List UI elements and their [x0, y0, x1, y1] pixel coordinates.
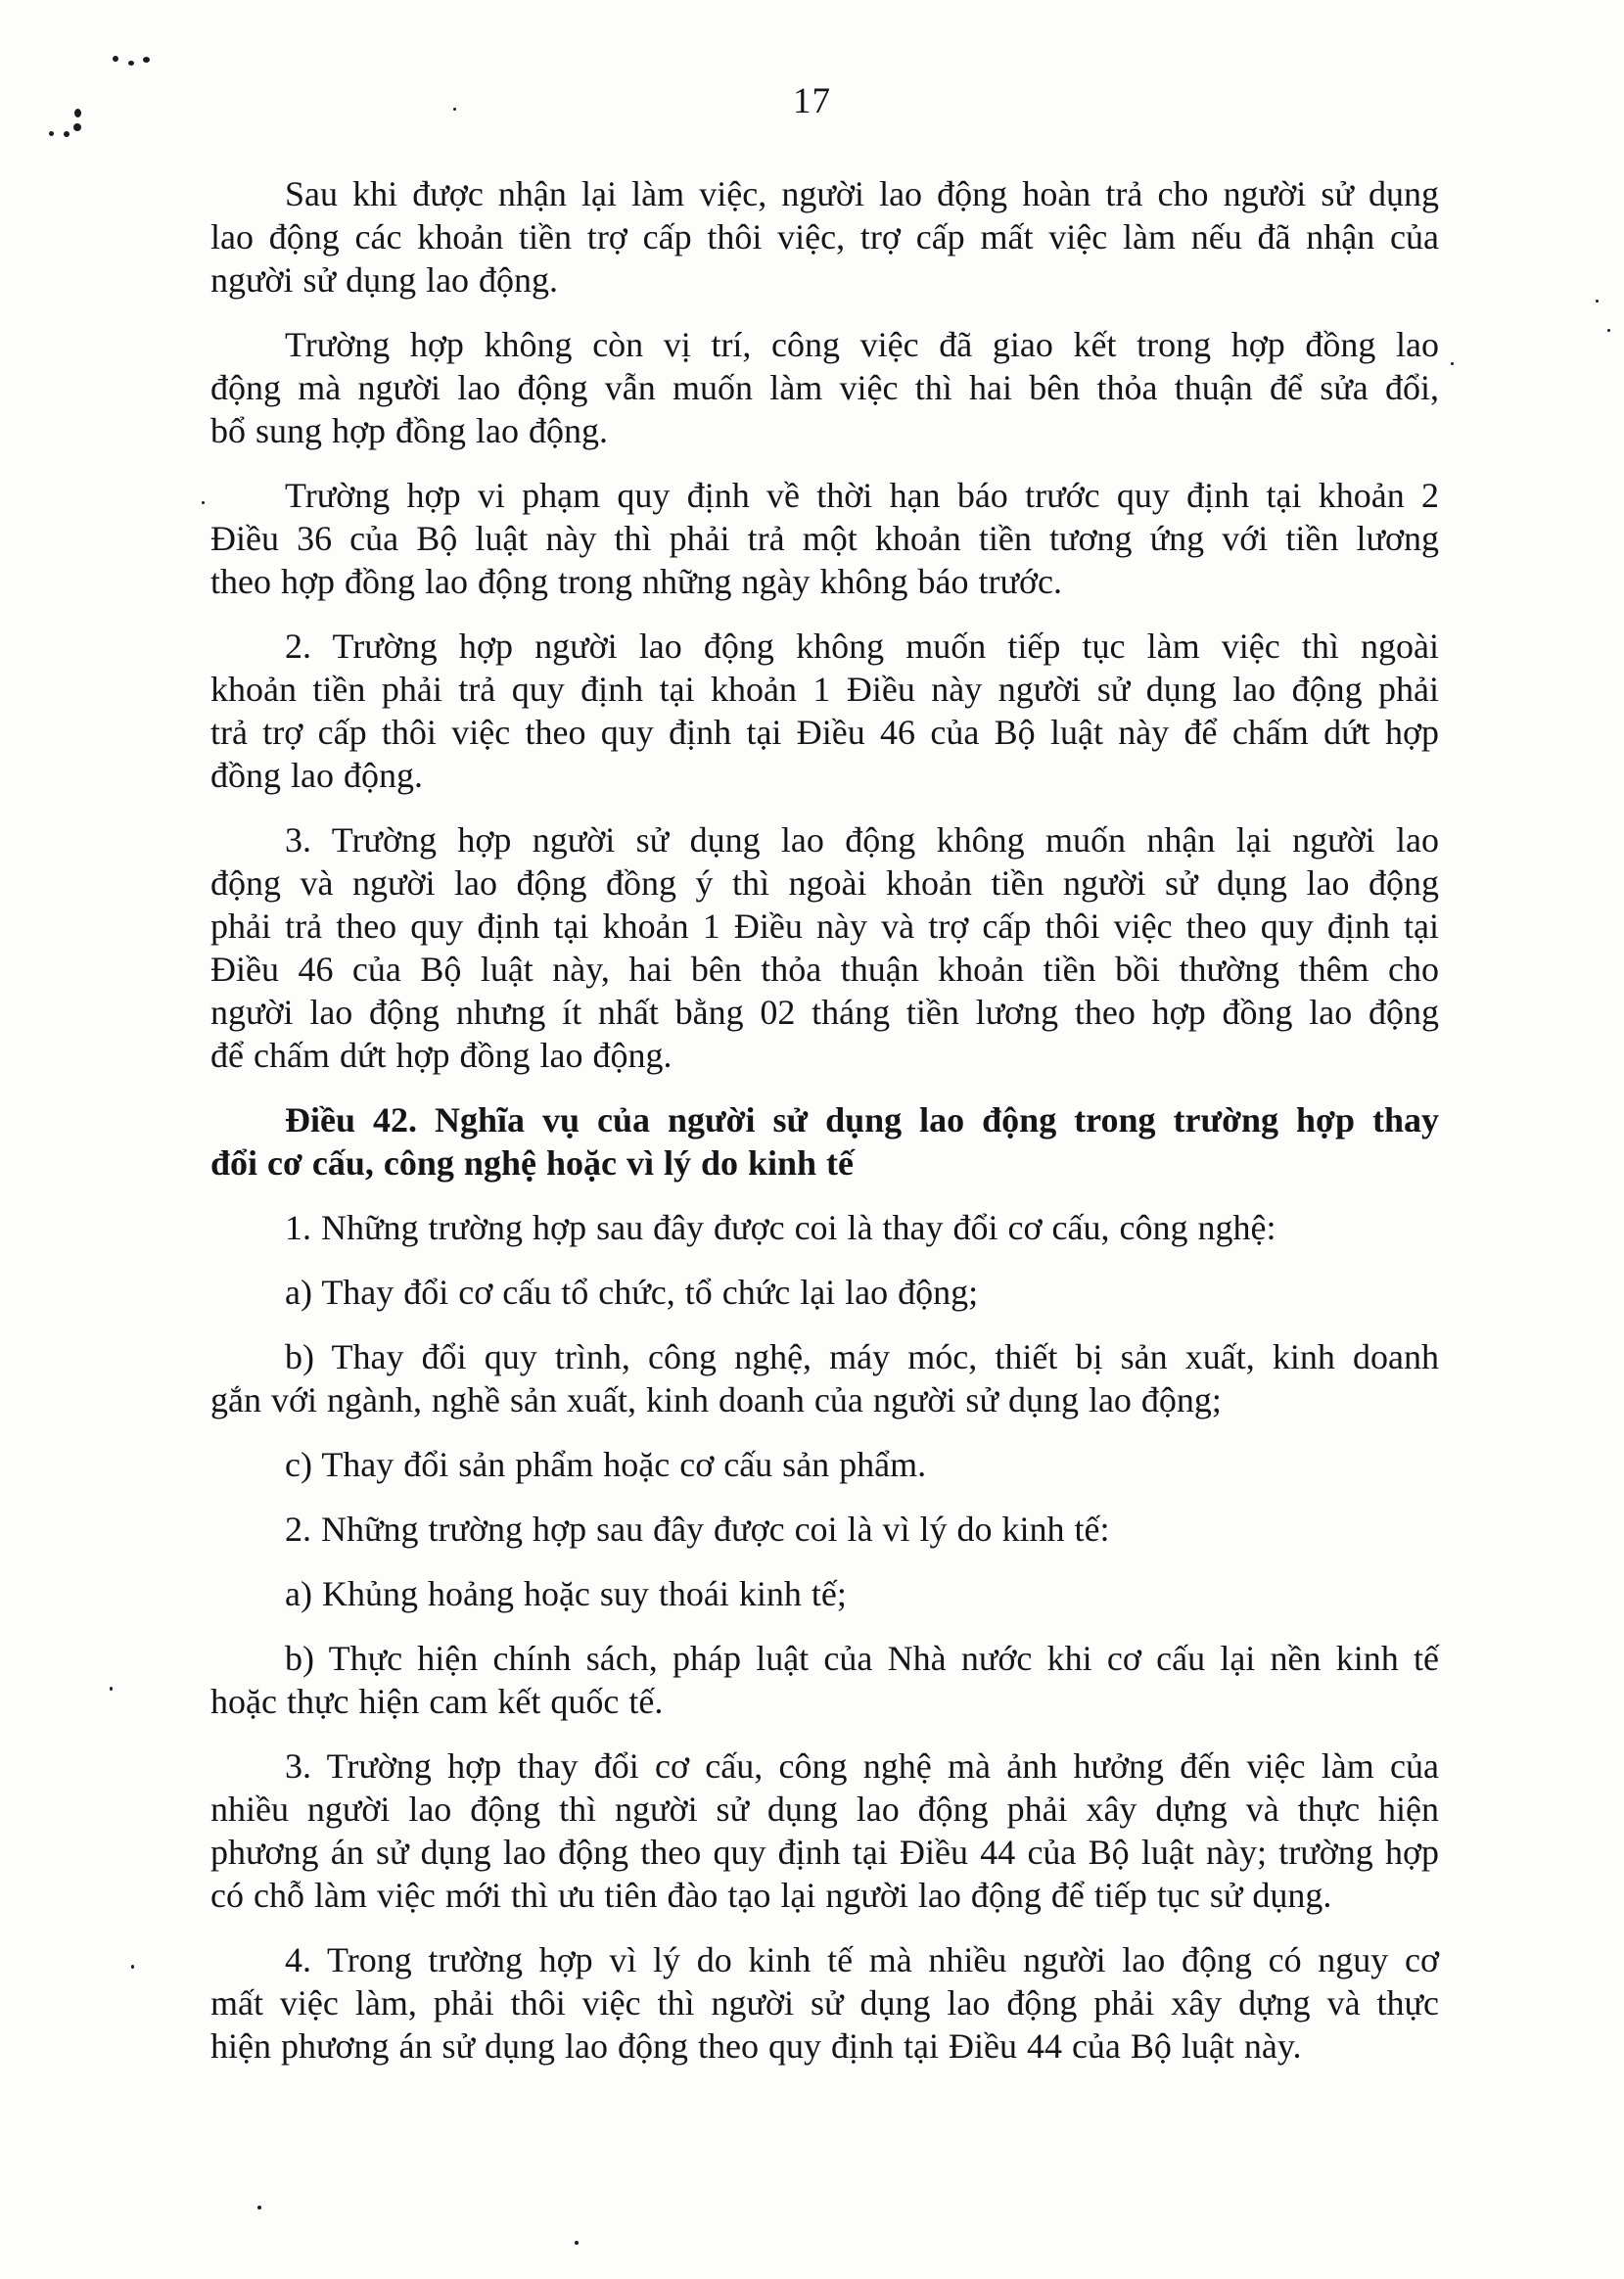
body-paragraph — [210, 1335, 1439, 1421]
text-line: Trường hợp vi phạm quy định về thời hạn báo trước quy định tại khoản 2 — [285, 476, 1439, 515]
page-number: 17 — [793, 81, 831, 121]
body-paragraph — [210, 1508, 1439, 1551]
body-paragraph — [210, 323, 1439, 452]
text-line: mất việc làm, phải thôi việc thì người sử dụng lao động phải xây dựng và thực — [210, 1983, 1439, 2023]
text-line: nhiều người lao động thì người sử dụng lao động phải xây dựng và thực hiện — [210, 1790, 1439, 1829]
text-line: a) Thay đổi cơ cấu tổ chức, tổ chức lại lao động; — [285, 1273, 979, 1312]
body-paragraph — [210, 818, 1439, 1077]
body-paragraph — [210, 172, 1439, 302]
body-paragraph — [210, 1744, 1439, 1917]
body-paragraph — [210, 1637, 1439, 1723]
text-line: khoản tiền phải trả quy định tại khoản 1 Điều này người sử dụng lao động phải — [210, 670, 1439, 709]
text-line: phương án sử dụng lao động theo quy định tại Điều 44 của Bộ luật này; trường hợp — [210, 1833, 1439, 1872]
article-heading — [210, 1098, 1439, 1185]
text-line: Sau khi được nhận lại làm việc, người lao động hoàn trả cho người sử dụng — [285, 174, 1439, 213]
text-line: 4. Trong trường hợp vì lý do kinh tế mà nhiều người lao động có nguy cơ — [285, 1940, 1439, 1979]
text-line: Điều 36 của Bộ luật này thì phải trả một khoản tiền tương ứng với tiền lương — [210, 519, 1439, 558]
scan-speck — [64, 131, 70, 137]
text-line: bổ sung hợp đồng lao động. — [210, 411, 609, 450]
scan-speck — [202, 501, 205, 504]
text-line: 1. Những trường hợp sau đây được coi là thay đổi cơ cấu, công nghệ: — [285, 1208, 1276, 1247]
text-line: b) Thực hiện chính sách, pháp luật của Nhà nước khi cơ cấu lại nền kinh tế — [285, 1639, 1439, 1678]
document-body — [210, 172, 1439, 2089]
text-line: hiện phương án sử dụng lao động theo quy định tại Điều 44 của Bộ luật này. — [210, 2026, 1302, 2066]
body-paragraph — [210, 474, 1439, 603]
text-line: a) Khủng hoảng hoặc suy thoái kinh tế; — [285, 1574, 847, 1613]
text-line: Điều 46 của Bộ luật này, hai bên thỏa thuận khoản tiền bồi thường thêm cho — [210, 950, 1439, 989]
text-line: Trường hợp không còn vị trí, công việc đã giao kết trong hợp đồng lao — [285, 325, 1439, 364]
scan-speck — [575, 2241, 579, 2245]
text-line: có chỗ làm việc mới thì ưu tiên đào tạo lại người lao động để tiếp tục sử dụng. — [210, 1876, 1332, 1915]
text-line: để chấm dứt hợp đồng lao động. — [210, 1036, 673, 1075]
body-paragraph — [210, 1443, 1439, 1486]
text-line: 3. Trường hợp người sử dụng lao động không muốn nhận lại người lao — [285, 820, 1439, 860]
text-line: trả trợ cấp thôi việc theo quy định tại Điều 46 của Bộ luật này để chấm dứt hợp — [210, 713, 1439, 752]
text-line: 2. Những trường hợp sau đây được coi là vì lý do kinh tế: — [285, 1510, 1110, 1549]
body-paragraph — [210, 1938, 1439, 2068]
text-line: Điều 42. Nghĩa vụ của người sử dụng lao động trong trường hợp thay — [285, 1100, 1439, 1140]
scan-speck — [1607, 329, 1610, 332]
text-line: b) Thay đổi quy trình, công nghệ, máy móc, thiết bị sản xuất, kinh doanh — [285, 1337, 1439, 1376]
scan-speck — [113, 56, 118, 62]
scan-speck — [131, 1965, 134, 1969]
scan-speck — [110, 1687, 113, 1691]
text-line: lao động các khoản tiền trợ cấp thôi việc, trợ cấp mất việc làm nếu đã nhận của — [210, 217, 1439, 256]
text-line: người sử dụng lao động. — [210, 260, 559, 300]
scan-speck — [49, 131, 54, 136]
text-line: 2. Trường hợp người lao động không muốn tiếp tục làm việc thì ngoài — [285, 627, 1439, 666]
text-line: phải trả theo quy định tại khoản 1 Điều này và trợ cấp thôi việc theo quy định tại — [210, 907, 1439, 946]
text-line: người lao động nhưng ít nhất bằng 02 tháng tiền lương theo hợp đồng lao động — [210, 993, 1439, 1032]
text-line: gắn với ngành, nghề sản xuất, kinh doanh của người sử dụng lao động; — [210, 1380, 1222, 1419]
body-paragraph — [210, 1572, 1439, 1615]
text-line: động mà người lao động vẫn muốn làm việc thì hai bên thỏa thuận để sửa đổi, — [210, 368, 1439, 407]
text-line: đồng lao động. — [210, 756, 423, 795]
scan-speck — [73, 123, 81, 131]
body-paragraph — [210, 1206, 1439, 1249]
text-line: động và người lao động đồng ý thì ngoài khoản tiền người sử dụng lao động — [210, 863, 1439, 903]
scan-speck — [1596, 300, 1599, 302]
body-paragraph — [210, 625, 1439, 797]
scan-speck — [1451, 362, 1454, 365]
text-line: 3. Trường hợp thay đổi cơ cấu, công nghệ mà ảnh hưởng đến việc làm của — [285, 1746, 1439, 1786]
body-paragraph — [210, 1271, 1439, 1314]
text-line: đổi cơ cấu, công nghệ hoặc vì lý do kinh tế — [210, 1143, 855, 1183]
text-line: hoặc thực hiện cam kết quốc tế. — [210, 1682, 664, 1721]
text-line: theo hợp đồng lao động trong những ngày không báo trước. — [210, 562, 1062, 601]
text-line: c) Thay đổi sản phẩm hoặc cơ cấu sản phẩm. — [285, 1445, 927, 1484]
scan-speck — [143, 57, 150, 63]
scan-speck — [128, 61, 134, 66]
scan-speck — [257, 2206, 261, 2209]
